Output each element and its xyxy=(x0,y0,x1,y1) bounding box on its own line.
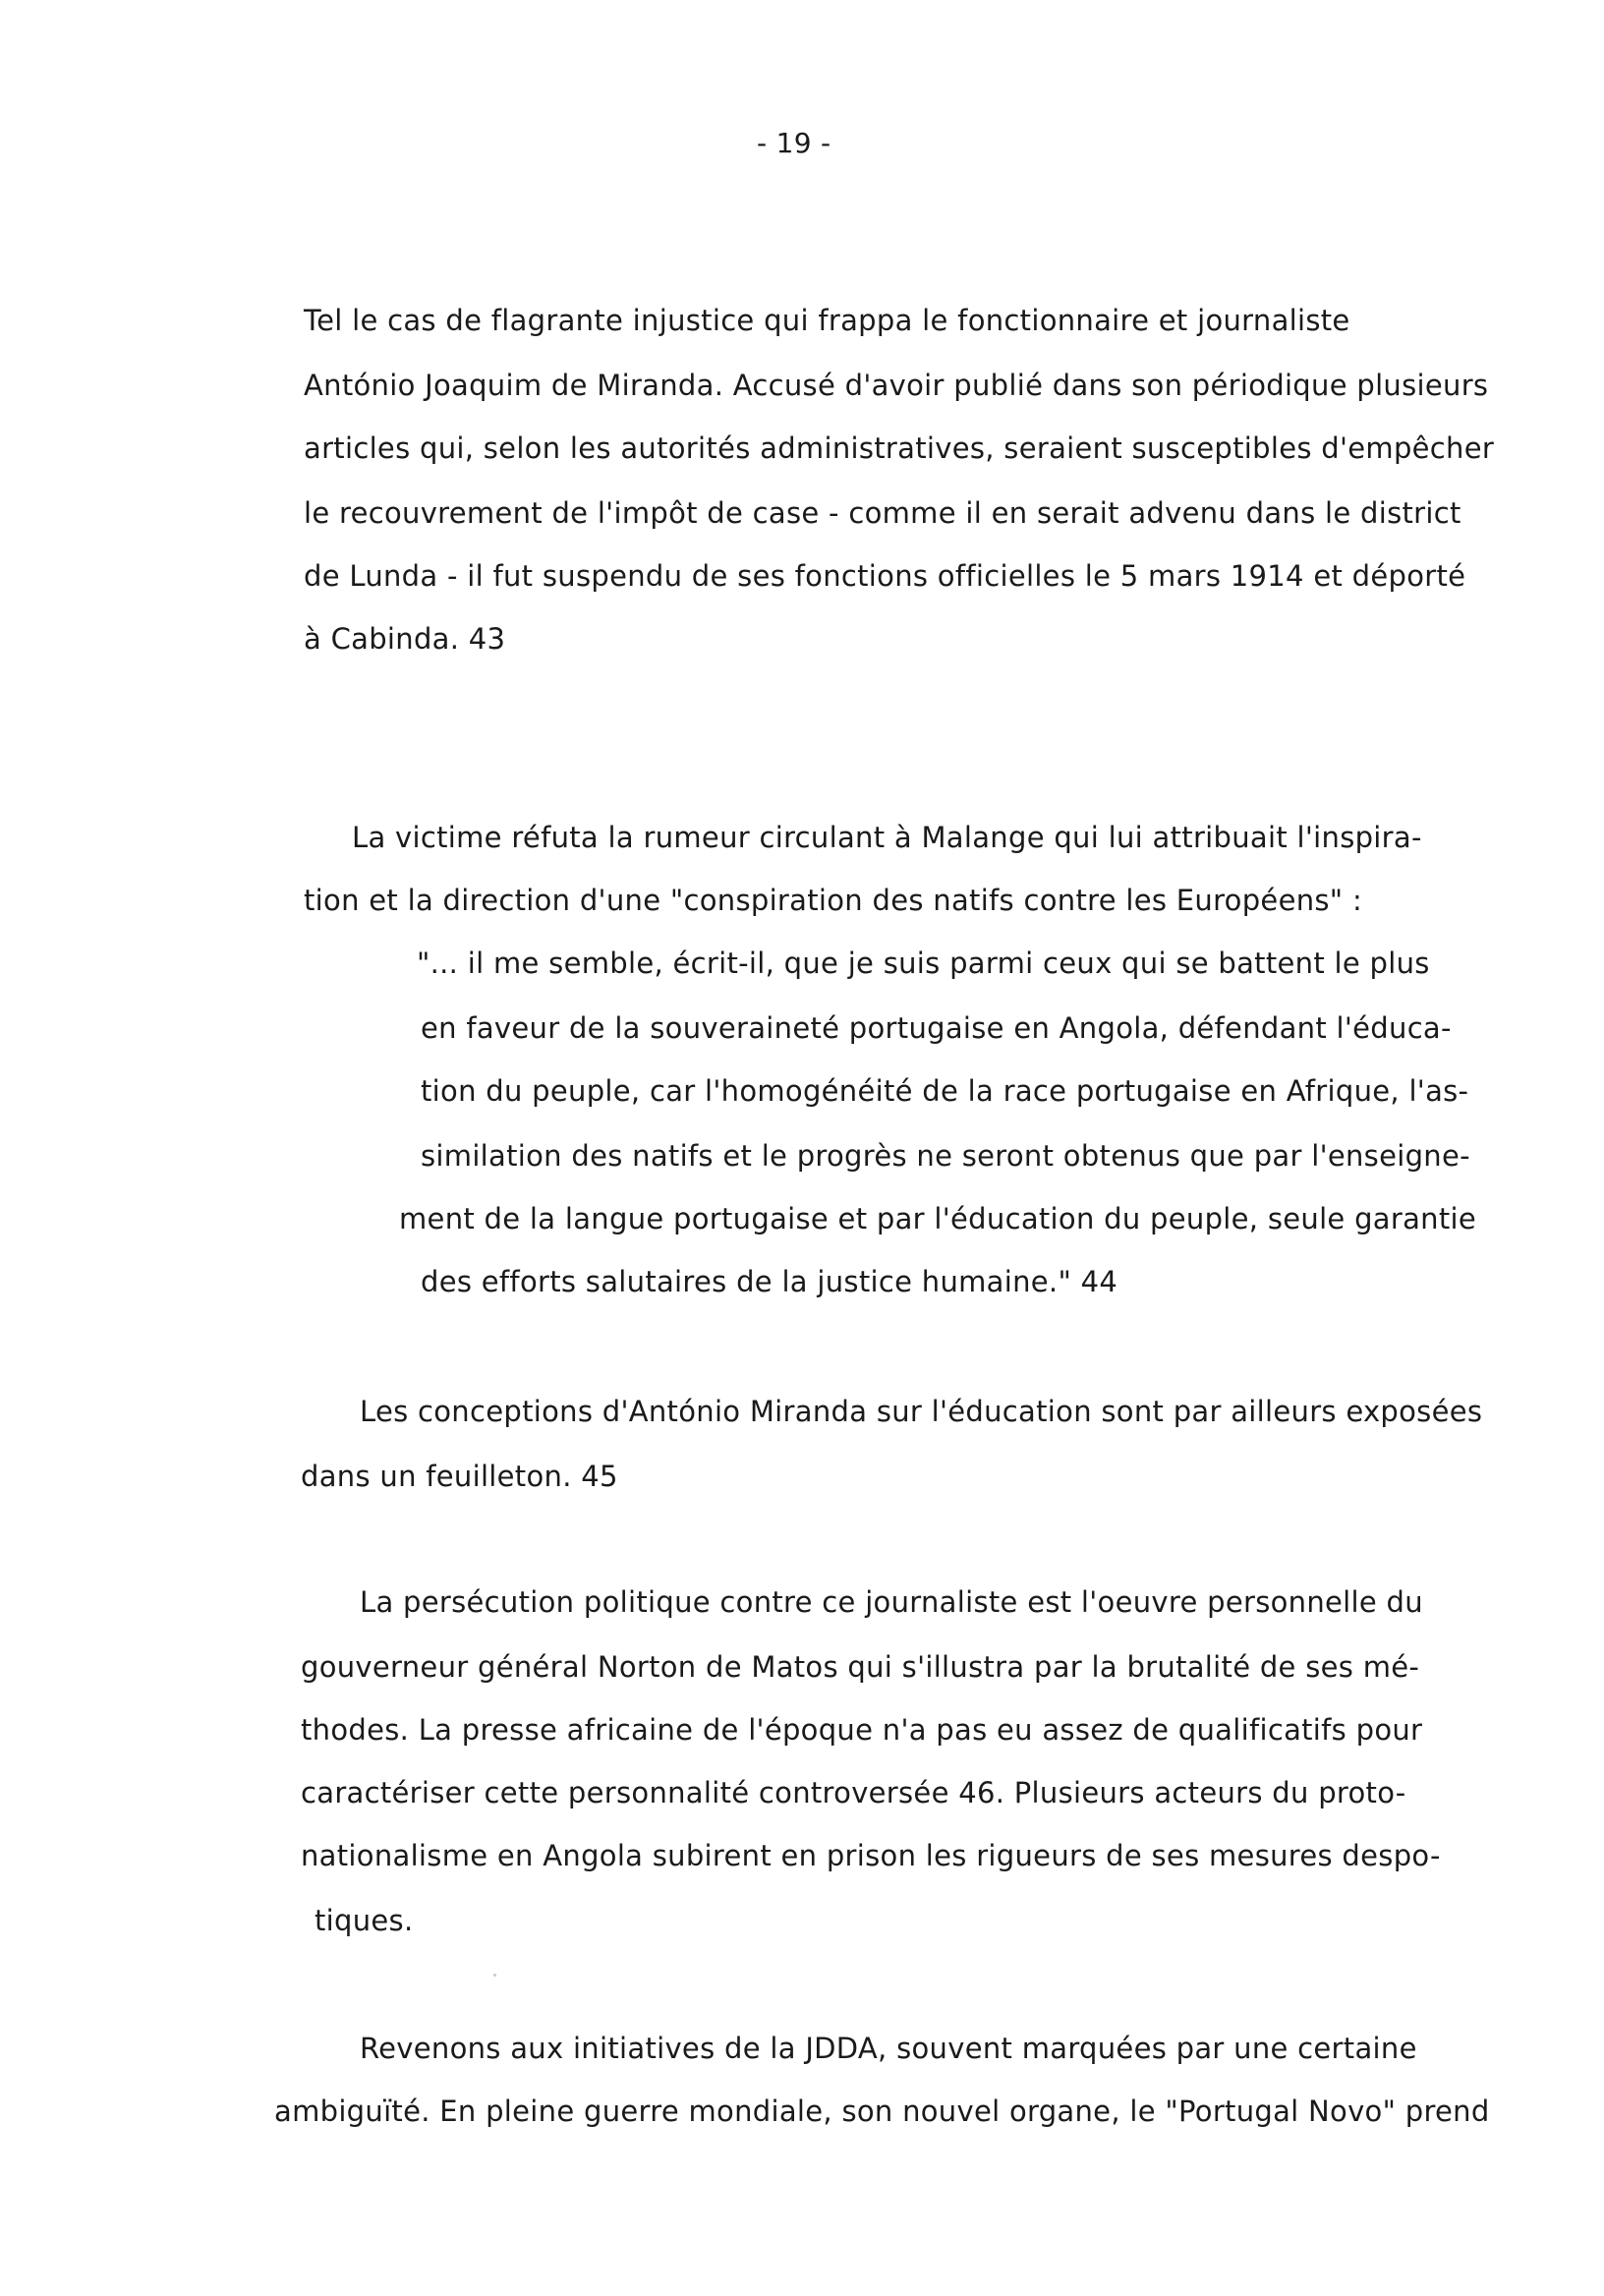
quote-line-5: ment de la langue portugaise et par l'éducation du peuple, seule garantie xyxy=(399,1202,1477,1235)
paragraph-5-line-1: Revenons aux initiatives de la JDDA, souvent marquées par une certaine xyxy=(360,2032,1417,2065)
paragraph-2-line-2: tion et la direction d'une "conspiration des natifs contre les Européens" : xyxy=(304,884,1363,917)
paragraph-2-line-1: La victime réfuta la rumeur circulant à Malange qui lui attribuait l'inspira- xyxy=(352,821,1422,854)
paragraph-3-line-1: Les conceptions d'António Miranda sur l'éducation sont par ailleurs exposées xyxy=(360,1395,1483,1428)
paragraph-4-line-1: La persécution politique contre ce journaliste est l'oeuvre personnelle du xyxy=(360,1585,1423,1619)
quote-line-1: "... il me semble, écrit-il, que je suis parmi ceux qui se battent le plus xyxy=(417,947,1430,980)
paragraph-4-line-6: tiques. xyxy=(315,1904,414,1937)
paragraph-1-line-6: à Cabinda. 43 xyxy=(304,622,506,656)
paragraph-1-line-3: articles qui, selon les autorités administratives, seraient susceptibles d'empêcher xyxy=(304,431,1495,465)
paragraph-4-line-5: nationalisme en Angola subirent en prison les rigueurs de ses mesures despo- xyxy=(301,1839,1441,1872)
quote-line-4: similation des natifs et le progrès ne seront obtenus que par l'enseigne- xyxy=(421,1139,1470,1173)
paragraph-5-line-2: ambiguïté. En pleine guerre mondiale, son nouvel organe, le "Portugal Novo" prend xyxy=(274,2095,1490,2128)
paragraph-3-line-2: dans un feuilleton. 45 xyxy=(301,1460,618,1493)
paragraph-1-line-2: António Joaquim de Miranda. Accusé d'avoir publié dans son périodique plusieurs xyxy=(304,369,1489,402)
paragraph-1-line-5: de Lunda - il fut suspendu de ses fonctions officielles le 5 mars 1914 et déporté xyxy=(304,559,1466,593)
paragraph-4-line-2: gouverneur général Norton de Matos qui s'illustra par la brutalité de ses mé- xyxy=(301,1650,1420,1684)
page-number: - 19 - xyxy=(757,127,831,159)
paragraph-4-line-4: caractériser cette personnalité controversée 46. Plusieurs acteurs du proto- xyxy=(301,1776,1406,1809)
quote-line-2: en faveur de la souveraineté portugaise en Angola, défendant l'éduca- xyxy=(421,1011,1452,1045)
paragraph-1-line-4: le recouvrement de l'impôt de case - comme il en serait advenu dans le district xyxy=(304,496,1461,530)
paragraph-4-line-3: thodes. La presse africaine de l'époque n'a pas eu assez de qualificatifs pour xyxy=(301,1713,1423,1747)
scan-speck xyxy=(493,1974,496,1977)
paragraph-1-line-1: Tel le cas de flagrante injustice qui frappa le fonctionnaire et journaliste xyxy=(304,304,1350,337)
quote-line-6: des efforts salutaires de la justice humaine." 44 xyxy=(421,1265,1118,1298)
quote-line-3: tion du peuple, car l'homogénéité de la race portugaise en Afrique, l'as- xyxy=(421,1074,1469,1108)
